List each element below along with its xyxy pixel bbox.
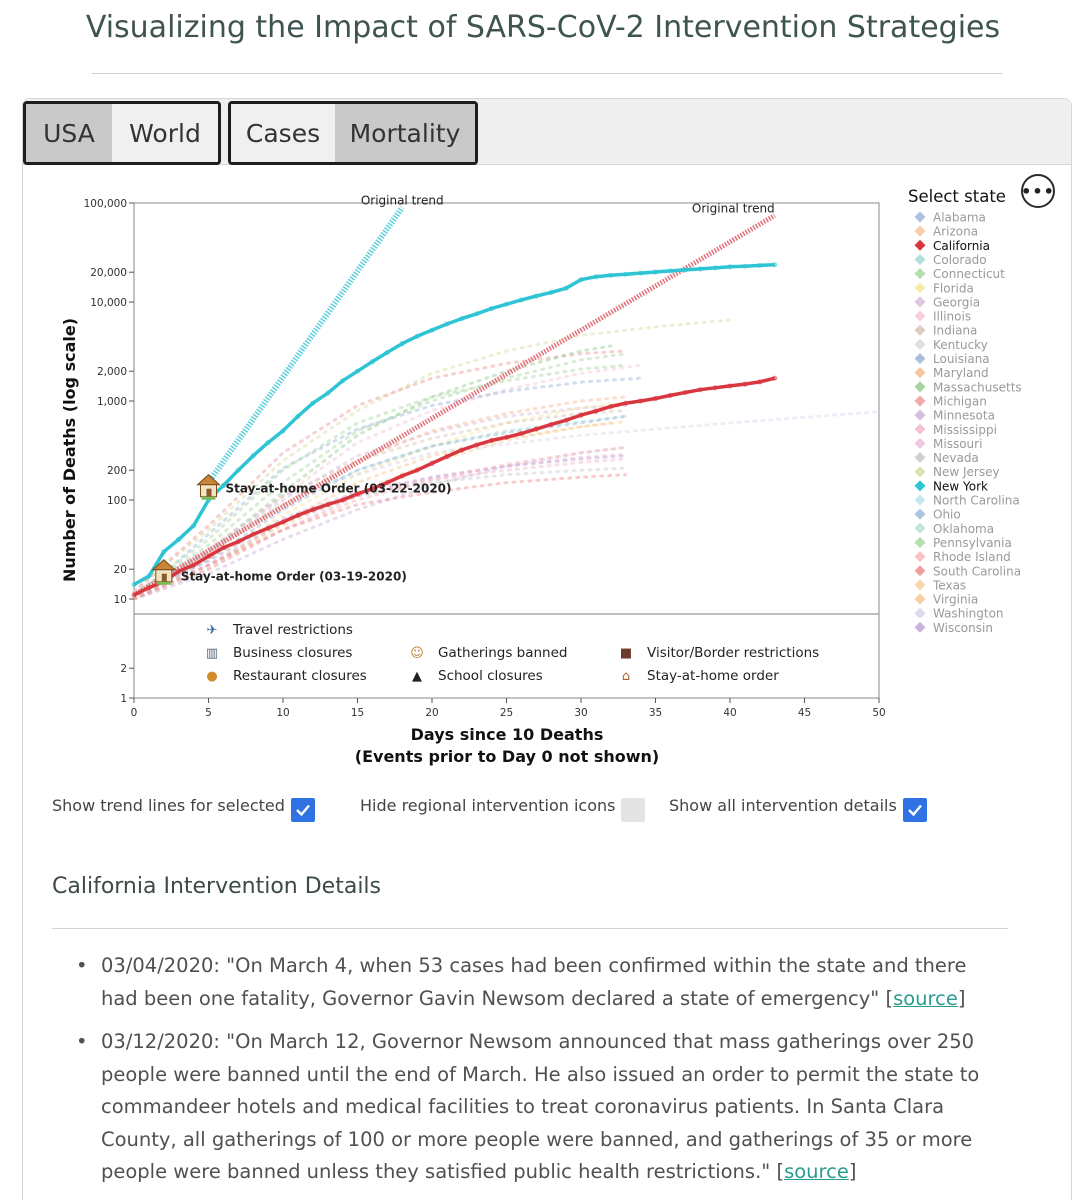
legend-item-washington: Washington bbox=[933, 606, 1004, 621]
data-point bbox=[504, 302, 509, 307]
legend-item-texas: Texas bbox=[933, 578, 967, 593]
intervention-details-list bbox=[76, 950, 1006, 1200]
icon-legend-label: Business closures bbox=[233, 645, 353, 661]
legend-item-mississippi: Mississippi bbox=[933, 422, 997, 437]
data-point bbox=[429, 328, 434, 333]
gatherings-banned-icon: ☺ bbox=[410, 646, 424, 661]
list-item: • 03/12/2020: "On March 12, Governor Newsom announced that mass gatherings over 250 people were banned until the end of March. He also issued an order to permit the state to commandeer hotels and medical facilities to treat coronavirus patients. In Santa Clara County, all gatherings of 100 or more people were banned, and gatherings of 35 or more people were banned unless they satisfied public health restrictions." [source] bbox=[76, 1026, 1006, 1189]
business-closures-icon: ▥ bbox=[205, 646, 219, 661]
legend-item-wisconsin: Wisconsin bbox=[933, 620, 993, 635]
details-heading: California Intervention Details bbox=[52, 874, 382, 899]
y-tick-label: 20,000 bbox=[90, 267, 127, 280]
legend-marker bbox=[915, 565, 926, 576]
legend-marker bbox=[915, 424, 926, 435]
legend-item-florida: Florida bbox=[933, 281, 974, 296]
legend-marker bbox=[915, 395, 926, 406]
page-title: Visualizing the Impact of SARS-CoV-2 Intervention Strategies bbox=[85, 10, 1001, 45]
data-point bbox=[325, 502, 330, 507]
y-tick-label: 2 bbox=[120, 663, 127, 676]
legend-marker bbox=[915, 523, 926, 534]
data-point bbox=[429, 461, 434, 466]
data-point bbox=[325, 391, 330, 396]
data-point bbox=[400, 341, 405, 346]
data-point bbox=[146, 574, 151, 579]
y-tick-label: 20 bbox=[113, 564, 127, 577]
legend-marker bbox=[915, 212, 926, 223]
legend-marker bbox=[915, 551, 926, 562]
tab-bar bbox=[23, 99, 1071, 165]
legend-marker bbox=[915, 367, 926, 378]
data-point bbox=[713, 265, 718, 270]
travel-restrictions-icon: ✈ bbox=[206, 623, 218, 638]
state-legend bbox=[908, 187, 1022, 635]
legend-title: Select state bbox=[908, 187, 1006, 206]
data-point bbox=[668, 393, 673, 398]
data-point bbox=[400, 473, 405, 478]
legend-item-georgia: Georgia bbox=[933, 295, 981, 310]
data-point bbox=[370, 359, 375, 364]
data-point bbox=[772, 376, 777, 381]
x-tick-label: 35 bbox=[648, 707, 663, 719]
x-tick-label: 50 bbox=[872, 707, 886, 719]
x-tick-label: 20 bbox=[425, 707, 439, 719]
legend-item-illinois: Illinois bbox=[933, 309, 972, 324]
legend-item-nevada: Nevada bbox=[933, 451, 979, 466]
data-point bbox=[415, 334, 420, 339]
data-point bbox=[355, 369, 360, 374]
data-point bbox=[295, 414, 300, 419]
legend-marker bbox=[915, 381, 926, 392]
data-point bbox=[474, 311, 479, 316]
x-tick-label: 15 bbox=[350, 707, 365, 719]
data-point bbox=[549, 422, 554, 427]
data-point bbox=[564, 286, 569, 291]
legend-item-oklahoma: Oklahoma bbox=[933, 521, 995, 536]
trend-label-new-york: Original trend bbox=[360, 193, 444, 208]
y-tick-label: 10,000 bbox=[90, 297, 127, 309]
legend-item-maryland: Maryland bbox=[933, 366, 989, 381]
data-point bbox=[698, 387, 703, 392]
data-point bbox=[444, 321, 449, 326]
icon-legend-label: Visitor/Border restrictions bbox=[647, 645, 820, 661]
data-point bbox=[593, 409, 598, 414]
x-tick-label: 30 bbox=[574, 707, 588, 719]
checkmark-icon bbox=[294, 801, 312, 819]
data-point bbox=[653, 396, 658, 401]
legend-item-north-carolina: North Carolina bbox=[933, 493, 1020, 508]
data-point bbox=[608, 273, 613, 278]
tab-cases[interactable]: Cases bbox=[231, 104, 335, 162]
visitor-border-restrictions-icon: ■ bbox=[619, 646, 633, 661]
legend-marker bbox=[915, 579, 926, 590]
legend-item-arizona: Arizona bbox=[933, 224, 979, 239]
data-point bbox=[251, 453, 256, 458]
y-tick-label: 100,000 bbox=[83, 198, 127, 210]
x-tick-label: 10 bbox=[276, 707, 290, 719]
legend-marker bbox=[915, 622, 926, 633]
detail-text: 03/12/2020: "On March 12, Governor Newsom announced that mass gatherings over 250 people were banned until the end of March. He also issued an order to permit the state to commandeer hotels and medical facilities to treat coronavirus patients. In Santa Clara County, all gatherings of 100 or more people were banned, and gatherings of 35 or more people were banned unless they satisfied public health restrictions." bbox=[101, 1030, 980, 1183]
stay-at-home-label-new-york: Stay-at-home Order (03-22-2020) bbox=[225, 481, 452, 496]
house-door bbox=[162, 574, 167, 582]
legend-marker bbox=[915, 452, 926, 463]
data-point bbox=[310, 401, 315, 406]
legend-item-michigan: Michigan bbox=[933, 394, 987, 409]
checkmark-icon bbox=[906, 801, 924, 819]
source-link[interactable]: source bbox=[784, 1160, 849, 1183]
school-closures-icon: ▲ bbox=[412, 669, 422, 684]
y-tick-label: 1,000 bbox=[96, 396, 127, 408]
data-point bbox=[340, 497, 345, 502]
legend-marker bbox=[915, 268, 926, 279]
data-point bbox=[191, 563, 196, 568]
trend-lines-label: Show trend lines for selected bbox=[52, 795, 285, 815]
legend-marker bbox=[915, 240, 926, 251]
legend-marker bbox=[915, 353, 926, 364]
data-point bbox=[221, 545, 226, 550]
data-point bbox=[474, 442, 479, 447]
data-point bbox=[564, 418, 569, 423]
legend-marker bbox=[915, 480, 926, 491]
data-point bbox=[683, 390, 688, 395]
x-tick-label: 25 bbox=[499, 707, 514, 719]
legend-item-rhode-island: Rhode Island bbox=[933, 550, 1011, 565]
legend-item-south-carolina: South Carolina bbox=[933, 564, 1022, 579]
show-details-checkbox[interactable] bbox=[903, 798, 927, 822]
data-point bbox=[266, 526, 271, 531]
legend-item-ohio: Ohio bbox=[933, 507, 961, 522]
tab-mortality[interactable]: Mortality bbox=[335, 104, 475, 162]
data-point bbox=[727, 383, 732, 388]
x-axis-label: Days since 10 Deaths bbox=[410, 725, 604, 744]
legend-marker bbox=[915, 438, 926, 449]
legend-item-massachusetts: Massachusetts bbox=[933, 380, 1022, 395]
legend-item-missouri: Missouri bbox=[933, 436, 983, 451]
data-point bbox=[653, 269, 658, 274]
region-toggle bbox=[23, 101, 221, 165]
icon-legend-label: Restaurant closures bbox=[233, 668, 367, 684]
data-point bbox=[668, 268, 673, 273]
data-point bbox=[161, 549, 166, 554]
trend-label-california: Original trend bbox=[691, 201, 775, 216]
data-point bbox=[549, 290, 554, 295]
data-point bbox=[385, 350, 390, 355]
legend-item-indiana: Indiana bbox=[933, 323, 978, 338]
detail-text: 03/04/2020: "On March 4, when 53 cases had been confirmed within the state and there had been one fatality, Governor Gavin Newsom declared a state of emergency" bbox=[101, 954, 967, 1010]
icon-legend-label: Stay-at-home order bbox=[647, 668, 779, 684]
legend-item-minnesota: Minnesota bbox=[933, 408, 995, 423]
legend-item-california: California bbox=[933, 238, 990, 253]
data-point bbox=[191, 523, 196, 528]
legend-item-pennsylvania: Pennsylvania bbox=[933, 535, 1012, 550]
more-options-button[interactable]: ••• bbox=[1021, 174, 1055, 208]
legend-item-new-jersey: New Jersey bbox=[933, 465, 1000, 480]
x-axis-sublabel: (Events prior to Day 0 not shown) bbox=[354, 747, 660, 766]
data-point bbox=[340, 378, 345, 383]
data-point bbox=[251, 532, 256, 537]
data-point bbox=[519, 431, 524, 436]
data-point bbox=[757, 263, 762, 268]
metric-toggle bbox=[228, 101, 478, 165]
data-point bbox=[534, 293, 539, 298]
legend-item-new-york: New York bbox=[933, 479, 988, 494]
data-point bbox=[131, 582, 136, 587]
data-point bbox=[459, 447, 464, 452]
data-point bbox=[593, 274, 598, 279]
y-tick-label: 200 bbox=[106, 465, 127, 478]
data-point bbox=[236, 539, 241, 544]
title-divider bbox=[92, 73, 1002, 74]
legend-marker bbox=[915, 410, 926, 421]
legend-marker bbox=[915, 466, 926, 477]
hide-icons-label: Hide regional intervention icons bbox=[360, 795, 616, 815]
icon-legend-label: Gatherings banned bbox=[438, 645, 568, 661]
x-tick-label: 0 bbox=[130, 707, 138, 719]
legend-marker bbox=[915, 254, 926, 265]
deaths-chart bbox=[22, 170, 1062, 770]
y-tick-label: 100 bbox=[106, 495, 127, 507]
data-point bbox=[206, 554, 211, 559]
data-point bbox=[489, 306, 494, 311]
x-tick-label: 45 bbox=[797, 707, 812, 719]
house-lawn bbox=[157, 582, 171, 585]
list-item: • 03/04/2020: "On March 4, when 53 cases had been confirmed within the state and there had been one fatality, Governor Gavin Newsom declared a state of emergency" [source] bbox=[76, 950, 1006, 1015]
data-point bbox=[683, 267, 688, 272]
hide-icons-option bbox=[360, 788, 645, 822]
data-point bbox=[489, 438, 494, 443]
legend-item-connecticut: Connecticut bbox=[933, 267, 1005, 282]
legend-marker bbox=[915, 296, 926, 307]
icon-legend-label: School closures bbox=[438, 668, 543, 684]
trend-lines-option bbox=[52, 788, 315, 822]
legend-marker bbox=[915, 608, 926, 619]
data-point bbox=[742, 264, 747, 269]
data-point bbox=[310, 507, 315, 512]
data-point bbox=[534, 427, 539, 432]
icon-legend-label: Travel restrictions bbox=[233, 622, 353, 638]
data-point bbox=[176, 537, 181, 542]
legend-marker bbox=[915, 339, 926, 350]
data-point bbox=[727, 264, 732, 269]
data-point bbox=[698, 266, 703, 271]
data-point bbox=[713, 385, 718, 390]
legend-marker bbox=[915, 509, 926, 520]
data-point bbox=[742, 382, 747, 387]
y-tick-label: 1 bbox=[120, 693, 127, 705]
legend-marker bbox=[915, 282, 926, 293]
data-point bbox=[608, 404, 613, 409]
data-point bbox=[236, 468, 241, 473]
data-point bbox=[519, 297, 524, 302]
data-point bbox=[623, 401, 628, 406]
hide-icons-checkbox[interactable] bbox=[621, 798, 645, 822]
data-point bbox=[131, 592, 136, 597]
stay-at-home-label-california: Stay-at-home Order (03-19-2020) bbox=[180, 569, 407, 584]
tab-world[interactable]: World bbox=[112, 104, 218, 162]
trend-lines-checkbox[interactable] bbox=[291, 798, 315, 822]
source-link[interactable]: source bbox=[893, 986, 958, 1010]
data-point bbox=[280, 519, 285, 524]
legend-item-alabama: Alabama bbox=[933, 210, 986, 225]
data-point bbox=[772, 262, 777, 267]
data-point bbox=[578, 413, 583, 418]
data-point bbox=[623, 272, 628, 277]
details-divider bbox=[52, 928, 1008, 929]
legend-item-kentucky: Kentucky bbox=[933, 337, 988, 352]
restaurant-closures-icon: ● bbox=[206, 669, 218, 684]
legend-marker bbox=[915, 495, 926, 506]
show-details-option bbox=[669, 788, 927, 822]
house-lawn bbox=[202, 497, 216, 500]
data-point bbox=[638, 270, 643, 275]
tab-usa[interactable]: USA bbox=[26, 104, 112, 162]
x-tick-label: 5 bbox=[205, 707, 212, 719]
house-door bbox=[207, 489, 212, 497]
data-point bbox=[504, 435, 509, 440]
data-point bbox=[146, 585, 151, 590]
data-point bbox=[266, 440, 271, 445]
data-point bbox=[638, 398, 643, 403]
data-point bbox=[295, 513, 300, 518]
data-point bbox=[459, 316, 464, 321]
legend-marker bbox=[915, 311, 926, 322]
stay-at-home-order-icon: ⌂ bbox=[621, 669, 631, 684]
legend-item-colorado: Colorado bbox=[933, 252, 987, 267]
y-axis-label: Number of Deaths (log scale) bbox=[60, 317, 79, 583]
legend-marker bbox=[915, 226, 926, 237]
legend-item-virginia: Virginia bbox=[933, 592, 979, 607]
legend-item-louisiana: Louisiana bbox=[933, 352, 990, 366]
legend-marker bbox=[915, 537, 926, 548]
data-point bbox=[415, 468, 420, 473]
legend-marker bbox=[915, 325, 926, 336]
y-tick-label: 10 bbox=[113, 594, 127, 606]
y-tick-label: 2,000 bbox=[96, 366, 127, 379]
data-point bbox=[757, 379, 762, 384]
show-details-label: Show all intervention details bbox=[669, 795, 897, 815]
legend-marker bbox=[915, 594, 926, 605]
data-point bbox=[444, 454, 449, 459]
data-point bbox=[280, 428, 285, 433]
data-point bbox=[578, 277, 583, 282]
x-tick-label: 40 bbox=[723, 707, 737, 719]
